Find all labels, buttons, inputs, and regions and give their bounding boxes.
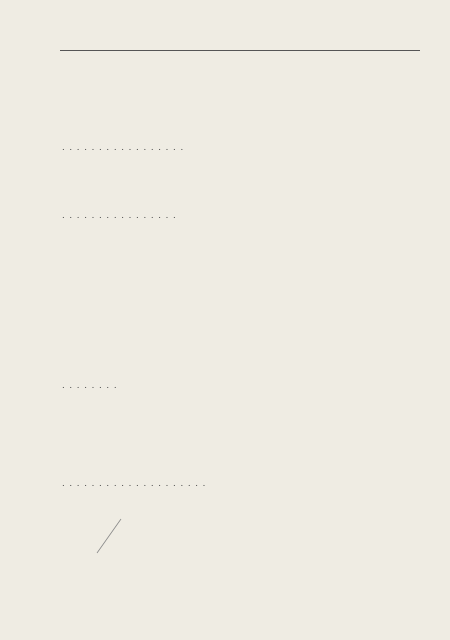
pencil-mark [95, 515, 125, 555]
sinteza-22-heading: . . . . . . . . . . . . . . . . . . . . [62, 479, 207, 489]
sinteza-19-heading: . . . . . . . . . . . . . . . . . [62, 143, 185, 153]
header-rule [60, 50, 420, 51]
sinteza-21-heading: . . . . . . . . [62, 381, 118, 391]
sinteza-20-heading-line2: . . . . . . . . . . . . . . . . [62, 211, 177, 221]
